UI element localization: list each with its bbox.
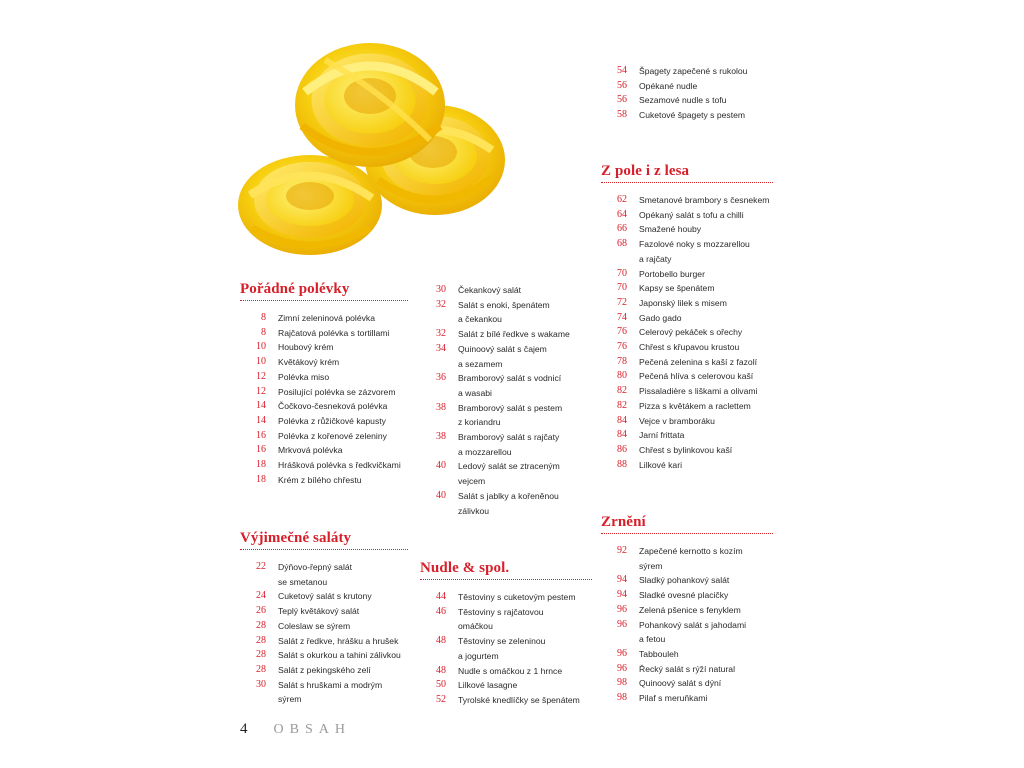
toc-page-number: 10 xyxy=(256,356,266,368)
toc-entry xyxy=(601,355,773,370)
toc-entry xyxy=(601,384,773,399)
toc-page-number: 58 xyxy=(617,109,627,121)
section-salads xyxy=(240,530,408,707)
toc-entry-title: Salát z ředkve, hrášku a hrušek xyxy=(278,635,399,646)
toc-entry xyxy=(240,429,408,444)
section-soups xyxy=(240,281,408,487)
toc-entry-title: Salát z pekingského zelí xyxy=(278,664,371,675)
toc-page-number: 94 xyxy=(617,589,627,601)
toc-entry xyxy=(420,401,588,430)
toc-page-number: 28 xyxy=(256,619,266,631)
toc-page-number: 40 xyxy=(436,460,446,472)
toc-entry xyxy=(420,342,588,371)
toc-page-number: 56 xyxy=(617,94,627,106)
toc-page-number: 8 xyxy=(261,312,266,323)
toc-entry xyxy=(601,588,773,603)
toc-entry-title: Chřest s křupavou krustou xyxy=(639,342,740,353)
toc-entry xyxy=(240,355,408,370)
toc-entry-title: Salát s hruškami a modrým sýrem xyxy=(278,679,383,705)
toc-entry xyxy=(601,618,773,647)
pasta-nest-top xyxy=(295,43,445,167)
toc-entry xyxy=(420,590,592,605)
toc-page-number: 32 xyxy=(436,328,446,340)
toc-entry-title: Rajčatová polévka s tortillami xyxy=(278,327,390,338)
toc-page-number: 96 xyxy=(617,603,627,615)
toc-page-number: 30 xyxy=(256,678,266,690)
noodles-list xyxy=(420,590,592,708)
page-label: OBSAH xyxy=(273,722,351,737)
toc-entry-title: Těstoviny s cuketovým pestem xyxy=(458,592,576,602)
toc-page-number: 66 xyxy=(617,223,627,235)
section-title-grains: Zrnění xyxy=(601,514,773,534)
toc-page-number: 36 xyxy=(436,372,446,384)
toc-entry-title: Těstoviny s rajčatovou omáčkou xyxy=(458,606,544,632)
toc-entry xyxy=(240,370,408,385)
toc-entry-title: Pečená hlíva s celerovou kaší xyxy=(639,371,754,382)
toc-entry xyxy=(601,428,773,443)
toc-page-number: 72 xyxy=(617,296,627,308)
toc-entry-title: Tabbouleh xyxy=(639,648,679,659)
toc-entry xyxy=(601,108,773,123)
toc-page-number: 18 xyxy=(256,473,266,485)
toc-entry xyxy=(240,604,408,619)
toc-page-number: 84 xyxy=(617,429,627,441)
toc-page-number: 28 xyxy=(256,663,266,675)
toc-page-number: 14 xyxy=(256,414,266,426)
page-footer xyxy=(240,720,351,738)
toc-entry xyxy=(240,619,408,634)
toc-entry-title: Nudle s omáčkou z 1 hrnce xyxy=(458,665,563,676)
toc-entry xyxy=(601,193,773,208)
toc-entry xyxy=(601,414,773,429)
toc-entry xyxy=(601,458,773,473)
toc-page-number: 70 xyxy=(617,282,627,294)
toc-entry-title: Celerový pekáček s ořechy xyxy=(639,327,743,338)
section-noodles-continued xyxy=(601,64,773,123)
toc-entry xyxy=(601,267,773,282)
toc-page-number: 18 xyxy=(256,459,266,471)
toc-entry xyxy=(420,430,588,459)
toc-entry xyxy=(420,489,588,518)
toc-entry xyxy=(601,93,773,108)
toc-entry xyxy=(420,605,592,634)
section-title-salads: Výjimečné saláty xyxy=(240,530,408,550)
pasta-nests-photo xyxy=(230,30,520,260)
section-title-noodles: Nudle & spol. xyxy=(420,560,592,580)
field-forest-list xyxy=(601,193,773,472)
toc-page-number: 28 xyxy=(256,649,266,661)
toc-entry-title: Bramborový salát s pestem z koriandru xyxy=(458,402,563,428)
pasta-nest-left xyxy=(238,155,382,255)
toc-entry-title: Dýňovo-řepný salát se smetanou xyxy=(278,562,353,587)
toc-entry-title: Houbový krém xyxy=(278,342,334,353)
toc-entry-title: Quinoový salát s dýní xyxy=(639,678,722,689)
toc-entry xyxy=(601,208,773,223)
toc-entry-title: Gado gado xyxy=(639,312,682,323)
toc-entry xyxy=(420,298,588,327)
toc-page-number: 80 xyxy=(617,370,627,382)
toc-page-number: 32 xyxy=(436,298,446,310)
toc-entry-title: Ledový salát se ztraceným vejcem xyxy=(458,461,560,487)
toc-entry-title: Mrkvová polévka xyxy=(278,445,343,456)
toc-entry-title: Salát s jablky a kořeněnou zálivkou xyxy=(458,490,559,516)
toc-page-number: 76 xyxy=(617,341,627,353)
toc-entry xyxy=(601,340,773,355)
section-title-field-forest: Z pole i z lesa xyxy=(601,163,773,183)
toc-page-number: 88 xyxy=(617,458,627,470)
toc-page-number: 16 xyxy=(256,444,266,456)
toc-page-number: 68 xyxy=(617,238,627,250)
toc-page-number: 74 xyxy=(617,311,627,323)
section-grains xyxy=(601,514,773,706)
toc-entry-title: Čekankový salát xyxy=(458,285,522,295)
toc-entry-title: Květákový krém xyxy=(278,357,340,368)
toc-page-number: 96 xyxy=(617,662,627,674)
toc-page-number: 26 xyxy=(256,605,266,617)
toc-entry xyxy=(240,473,408,488)
section-salads-continued xyxy=(420,283,588,518)
toc-entry xyxy=(240,589,408,604)
toc-entry xyxy=(601,443,773,458)
toc-entry-title: Smetanové brambory s česnekem xyxy=(639,195,770,205)
toc-entry-title: Zapečené kernotto s kozím sýrem xyxy=(639,546,743,571)
toc-entry-title: Pizza s květákem a raclettem xyxy=(639,400,751,411)
toc-page-number: 52 xyxy=(436,693,446,705)
toc-entry xyxy=(601,573,773,588)
toc-page-number: 98 xyxy=(617,677,627,689)
toc-entry-title: Coleslaw se sýrem xyxy=(278,620,351,631)
toc-page-number: 10 xyxy=(256,341,266,353)
toc-entry-title: Pissaladière s liškami a olivami xyxy=(639,386,758,397)
toc-entry xyxy=(601,296,773,311)
toc-page-number: 34 xyxy=(436,342,446,354)
toc-entry xyxy=(601,369,773,384)
toc-entry-title: Cuketový salát s krutony xyxy=(278,591,372,602)
toc-entry-title: Cuketové špagety s pestem xyxy=(639,110,746,121)
toc-entry-title: Teplý květákový salát xyxy=(278,606,360,617)
toc-entry-title: Opékaný salát s tofu a chilli xyxy=(639,209,744,220)
toc-entry xyxy=(601,281,773,296)
toc-entry-title: Salát s okurkou a tahini zálivkou xyxy=(278,650,401,661)
toc-entry xyxy=(240,663,408,678)
toc-entry-title: Pečená zelenina s kaší z fazolí xyxy=(639,356,757,367)
toc-page-number: 38 xyxy=(436,431,446,443)
toc-page-number: 14 xyxy=(256,400,266,412)
toc-entry-title: Bramborový salát s rajčaty a mozzarellou xyxy=(458,432,560,457)
toc-page-number: 78 xyxy=(617,355,627,367)
toc-page-number: 48 xyxy=(436,635,446,647)
toc-entry-title: Jarní frittata xyxy=(639,430,685,441)
toc-page-number: 64 xyxy=(617,208,627,220)
toc-page-number: 92 xyxy=(617,545,627,556)
toc-entry xyxy=(240,634,408,649)
toc-page-number: 28 xyxy=(256,634,266,646)
toc-entry xyxy=(601,311,773,326)
page-number: 4 xyxy=(240,721,248,737)
toc-page-number: 8 xyxy=(261,326,266,338)
toc-entry-title: Vejce v bramboráku xyxy=(639,415,715,426)
toc-entry-title: Sladký pohankový salát xyxy=(639,575,730,586)
toc-entry xyxy=(420,459,588,488)
toc-entry-title: Lilkové kari xyxy=(639,459,682,470)
toc-entry xyxy=(601,79,773,94)
toc-page-number: 70 xyxy=(617,267,627,279)
toc-entry xyxy=(420,693,592,708)
toc-entry-title: Zimní zeleninová polévka xyxy=(278,313,375,323)
toc-entry xyxy=(240,385,408,400)
toc-entry-title: Bramborový salát s vodnicí a wasabi xyxy=(458,373,562,398)
toc-page-number: 48 xyxy=(436,664,446,676)
toc-entry xyxy=(601,222,773,237)
toc-entry-title: Polévka z růžičkové kapusty xyxy=(278,415,386,426)
toc-entry-title: Portobello burger xyxy=(639,268,705,279)
toc-page-number: 38 xyxy=(436,401,446,413)
toc-entry xyxy=(240,414,408,429)
toc-page-number: 22 xyxy=(256,561,266,572)
toc-page-number: 82 xyxy=(617,399,627,411)
toc-entry-title: Pohankový salát s jahodami a fetou xyxy=(639,619,747,645)
toc-entry-title: Krém z bílého chřestu xyxy=(278,474,362,485)
toc-entry xyxy=(420,678,592,693)
toc-page-number: 94 xyxy=(617,574,627,586)
toc-entry-title: Quinoový salát s čajem a sezamem xyxy=(458,343,547,369)
toc-entry xyxy=(420,634,592,663)
toc-entry xyxy=(601,544,773,573)
toc-page-number: 30 xyxy=(436,284,446,295)
toc-page-number: 44 xyxy=(436,591,446,602)
toc-page-number: 16 xyxy=(256,429,266,441)
salads-list xyxy=(240,560,408,707)
toc-entry-title: Hrášková polévka s ředkvičkami xyxy=(278,460,401,471)
toc-page-number: 12 xyxy=(256,370,266,382)
toc-entry-title: Polévka z kořenové zeleniny xyxy=(278,430,387,441)
toc-entry-title: Zelená pšenice s fenyklem xyxy=(639,604,741,615)
toc-entry xyxy=(601,399,773,414)
toc-page-number: 46 xyxy=(436,605,446,617)
toc-page-number: 98 xyxy=(617,692,627,704)
toc-entry-title: Japonský lilek s misem xyxy=(639,297,727,308)
toc-entry xyxy=(240,678,408,707)
toc-entry xyxy=(601,691,773,706)
toc-entry-title: Sladké ovesné placičky xyxy=(639,590,729,601)
section-field-forest xyxy=(601,163,773,472)
toc-page-number: 82 xyxy=(617,385,627,397)
toc-page-number: 12 xyxy=(256,385,266,397)
toc-entry-title: Chřest s bylinkovou kaší xyxy=(639,444,733,455)
toc-entry xyxy=(601,237,773,266)
toc-entry xyxy=(240,648,408,663)
noodles-continued-list xyxy=(601,64,773,123)
toc-page-number: 24 xyxy=(256,590,266,602)
toc-entry-title: Salát s enoki, špenátem a čekankou xyxy=(458,299,550,325)
toc-entry xyxy=(240,399,408,414)
toc-page-number: 84 xyxy=(617,414,627,426)
toc-entry-title: Špagety zapečené s rukolou xyxy=(639,66,748,76)
toc-entry-title: Posilující polévka se zázvorem xyxy=(278,386,396,397)
toc-entry-title: Opékané nudle xyxy=(639,80,698,91)
toc-entry xyxy=(240,443,408,458)
toc-entry xyxy=(240,311,408,326)
toc-entry xyxy=(601,662,773,677)
toc-page-number: 50 xyxy=(436,679,446,691)
toc-page-number: 56 xyxy=(617,79,627,91)
toc-entry xyxy=(420,664,592,679)
toc-entry-title: Čočkovo-česneková polévka xyxy=(278,401,388,412)
toc-entry-title: Těstoviny se zeleninou a jogurtem xyxy=(458,636,546,661)
toc-entry-title: Sezamové nudle s tofu xyxy=(639,95,727,106)
toc-entry xyxy=(240,340,408,355)
toc-entry-title: Kapsy se špenátem xyxy=(639,283,715,294)
toc-entry xyxy=(240,458,408,473)
toc-entry xyxy=(240,560,408,589)
section-title-soups: Pořádné polévky xyxy=(240,281,408,301)
toc-page-number: 40 xyxy=(436,489,446,501)
toc-entry xyxy=(601,325,773,340)
toc-page-number: 86 xyxy=(617,443,627,455)
salads-continued-list xyxy=(420,283,588,518)
toc-entry xyxy=(420,327,588,342)
toc-entry xyxy=(601,603,773,618)
toc-entry xyxy=(240,326,408,341)
toc-entry xyxy=(601,676,773,691)
toc-page-number: 96 xyxy=(617,618,627,630)
toc-entry xyxy=(601,647,773,662)
grains-list xyxy=(601,544,773,706)
toc-entry-title: Řecký salát s rýží natural xyxy=(639,663,735,674)
soups-list xyxy=(240,311,408,487)
toc-entry-title: Polévka miso xyxy=(278,371,330,382)
toc-entry-title: Tyrolské knedlíčky se špenátem xyxy=(458,694,580,705)
toc-entry-title: Pilaf s meruňkami xyxy=(639,693,708,704)
toc-page-number: 76 xyxy=(617,326,627,338)
toc-entry xyxy=(420,283,588,298)
toc-entry xyxy=(420,371,588,400)
toc-entry xyxy=(601,64,773,79)
toc-entry-title: Smažené houby xyxy=(639,224,702,235)
toc-page-number: 96 xyxy=(617,647,627,659)
toc-entry-title: Lilkové lasagne xyxy=(458,680,518,691)
toc-page-number: 54 xyxy=(617,65,627,76)
toc-entry-title: Salát z bílé ředkve s wakame xyxy=(458,329,570,340)
toc-page-number: 62 xyxy=(617,194,627,205)
section-noodles xyxy=(420,560,592,708)
toc-entry-title: Fazolové noky s mozzarellou a rajčaty xyxy=(639,239,750,264)
